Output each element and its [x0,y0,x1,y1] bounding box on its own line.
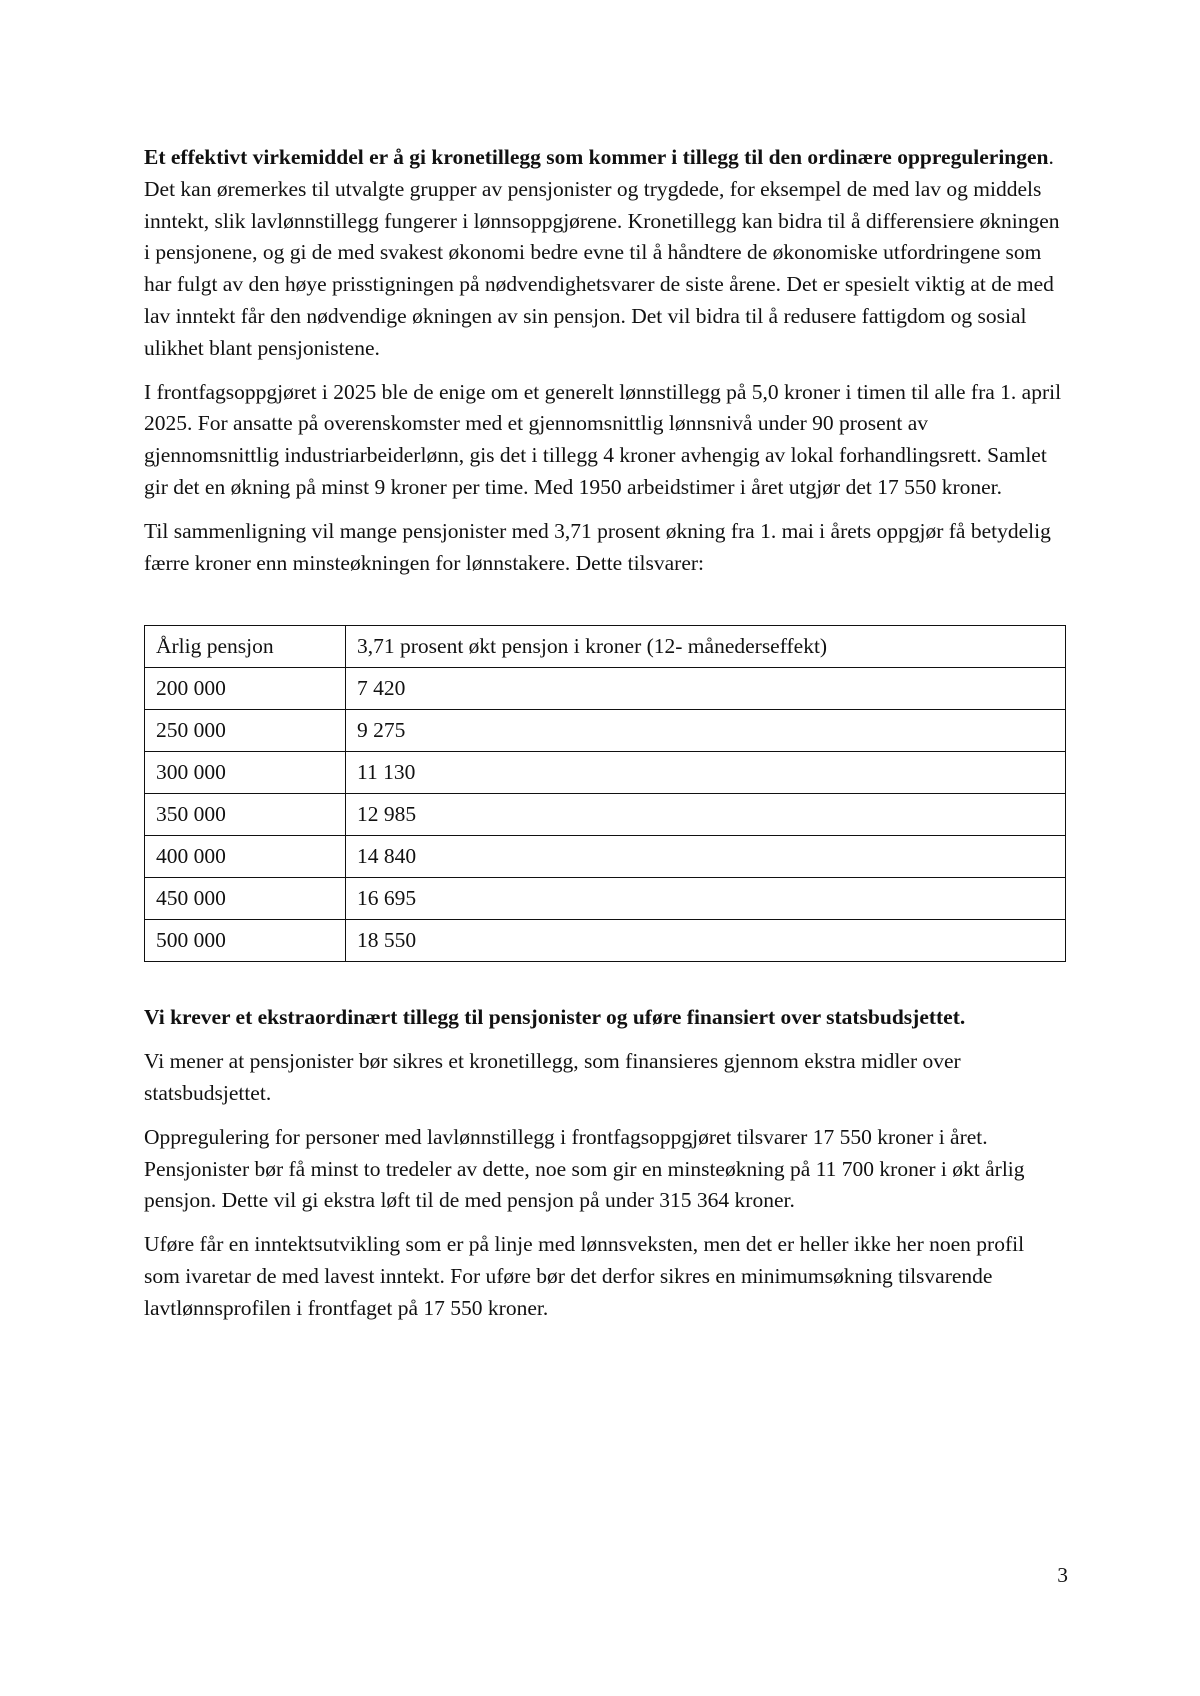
pension-table [144,625,1066,962]
table-header-cell: Årlig pensjon [145,626,346,668]
table-row [145,710,1066,752]
table-cell-increase: 11 130 [346,752,1066,794]
paragraph-lead-bold: Et effektivt virkemiddel er å gi kronetillegg som kommer i tillegg til den ordinære oppreguleringen [144,145,1049,169]
table-cell-increase: 9 275 [346,710,1066,752]
table-row [145,920,1066,962]
page-content [144,142,1064,1337]
paragraph-ufore: Uføre får en inntektsutvikling som er på linje med lønnsveksten, men det er heller ikke her noen profil som ivaretar de med lavest inntekt. For uføre bør det derfor sikres en minimumsøkning tilsvarende lavtlønnsprofilen i frontfaget på 17 550 kroner. [144,1232,1025,1320]
paragraph-oppregulering: Oppregulering for personer med lavlønnstillegg i frontfagsoppgjøret tilsvarer 17 550 kroner i året. Pensjonister bør få minst to tredeler av dette, noe som gir en minsteøkning på 11 700 kroner i økt årlig pensjon. Dette vil gi ekstra løft til de med pensjon på under 315 364 kroner. [144,1124,1025,1213]
table-row [145,752,1066,794]
section-heading-demand: Vi krever et ekstraordinært tillegg til pensjonister og uføre finansiert over statsbudsjettet. [144,1005,966,1030]
table-cell-pension: 400 000 [145,836,346,878]
table-cell-increase: 12 985 [346,794,1066,836]
page-number: 3 [1057,1563,1068,1587]
table-header-row [145,626,1066,668]
paragraph-comparison: Til sammenligning vil mange pensjonister med 3,71 prosent økning fra 1. mai i årets oppgjør få betydelig færre kroner enn minsteøkningen for lønnstakere. Dette tilsvarer: [144,518,1051,575]
table-cell-increase: 7 420 [346,668,1066,710]
table-row [145,836,1066,878]
table-cell-increase: 18 550 [346,920,1066,962]
table-cell-pension: 200 000 [145,668,346,710]
table-cell-increase: 16 695 [346,878,1066,920]
table-cell-pension: 350 000 [145,794,346,836]
pension-table-container [144,625,1064,962]
paragraph-statsbudsjett: Vi mener at pensjonister bør sikres et kronetillegg, som finansieres gjennom ekstra midler over statsbudsjettet. [144,1049,961,1105]
table-row [145,878,1066,920]
paragraph-body: . Det kan øremerkes til utvalgte grupper av pensjonister og trygdede, for eksempel de med lav og middels inntekt, slik lavlønnstillegg fungerer i lønnsoppgjørene. Kronetillegg kan bidra til å differensiere økningen i pensjonene, og gi de med svakest økonomi bedre evne til å håndtere de økonomiske utfordringene som har fulgt av den høye prisstigningen på nødvendighetsvarer de siste årene. Det er spesielt viktig at de med lav inntekt får den nødvendige økningen av sin pensjon. Det vil bidra til å redusere fattigdom og sosial ulikhet blant pensjonistene. [144,145,1060,360]
table-cell-pension: 450 000 [145,878,346,920]
table-row [145,668,1066,710]
table-cell-pension: 250 000 [145,710,346,752]
table-header-cell: 3,71 prosent økt pensjon i kroner (12- månederseffekt) [346,626,1066,668]
paragraph-kronetillegg [144,142,1064,365]
table-cell-pension: 500 000 [145,920,346,962]
table-cell-increase: 14 840 [346,836,1066,878]
table-cell-pension: 300 000 [145,752,346,794]
table-row [145,794,1066,836]
paragraph-frontfag: I frontfagsoppgjøret i 2025 ble de enige om et generelt lønnstillegg på 5,0 kroner i timen til alle fra 1. april 2025. For ansatte på overenskomster med et gjennomsnittlig lønnsnivå under 90 prosent av gjennomsnittlig industriarbeiderlønn, gis det i tillegg 4 kroner avhengig av lokal forhandlingsrett. Samlet gir det en økning på minst 9 kroner per time. Med 1950 arbeidstimer i året utgjør det 17 550 kroner. [144,379,1062,499]
